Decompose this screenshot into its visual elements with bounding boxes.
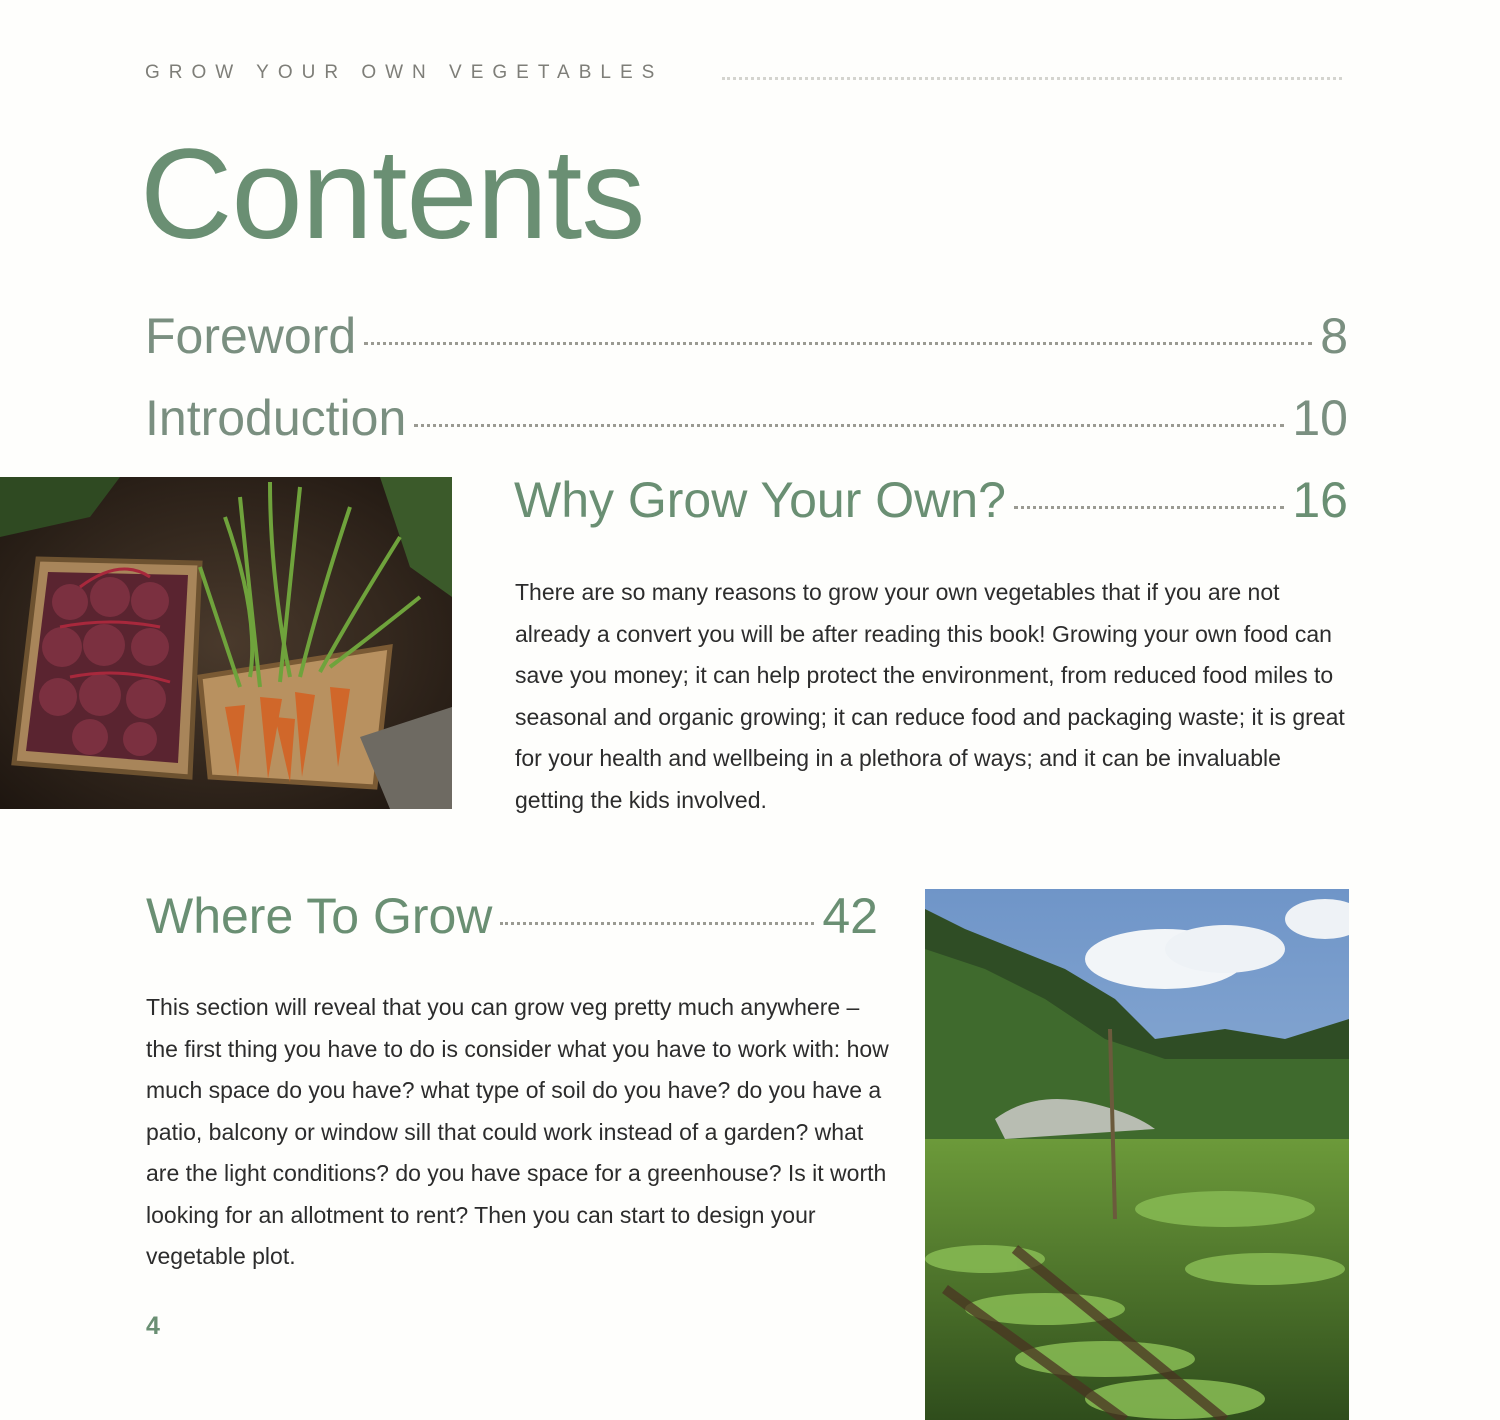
page-title: Contents xyxy=(140,123,645,266)
toc-leader xyxy=(1014,506,1285,509)
toc-label: Where To Grow xyxy=(146,888,493,944)
toc-leader xyxy=(500,922,814,925)
toc-entry-why-grow-your-own[interactable] xyxy=(514,468,1348,532)
page-number: 4 xyxy=(146,1312,160,1340)
toc-page-number: 10 xyxy=(1292,390,1348,446)
toc-page-number: 16 xyxy=(1292,472,1348,528)
why-grow-description: There are so many reasons to grow your own vegetables that if you are not already a convert you will be after reading this book! Growing your own food can save you money; it can help protect the environment, from reduced food miles to seasonal and organic growing; it can reduce food and packaging waste; it is great for your health and wellbeing in a plethora of ways; and it can be invaluable getting the kids involved. xyxy=(515,579,1345,813)
toc-leader xyxy=(414,424,1284,427)
toc-entry-foreword[interactable] xyxy=(145,304,1348,368)
vegetable-garden-photo xyxy=(925,889,1349,1420)
toc-label: Foreword xyxy=(145,308,357,364)
running-head: GROW YOUR OWN VEGETABLES xyxy=(145,62,664,83)
toc-entry-introduction[interactable] xyxy=(145,386,1348,450)
toc-leader xyxy=(364,342,1312,345)
toc-label: Why Grow Your Own? xyxy=(514,472,1006,528)
toc-label: Introduction xyxy=(145,390,407,446)
where-to-grow-description: This section will reveal that you can grow veg pretty much anywhere – the first thing you have to do is consider what you have to work with: how much space do you have? what type of soil do you have? do you have a patio, balcony or window sill that could work instead of a garden? what are the light conditions? do you have space for a greenhouse? Is it worth looking for an allotment to rent? Then you can start to design your vegetable plot. xyxy=(146,994,889,1269)
running-head-rule xyxy=(722,77,1342,80)
toc-entry-where-to-grow[interactable] xyxy=(146,884,878,948)
toc-page-number: 42 xyxy=(822,888,878,944)
vegetable-baskets-photo xyxy=(0,477,452,809)
toc-page-number: 8 xyxy=(1320,308,1348,364)
